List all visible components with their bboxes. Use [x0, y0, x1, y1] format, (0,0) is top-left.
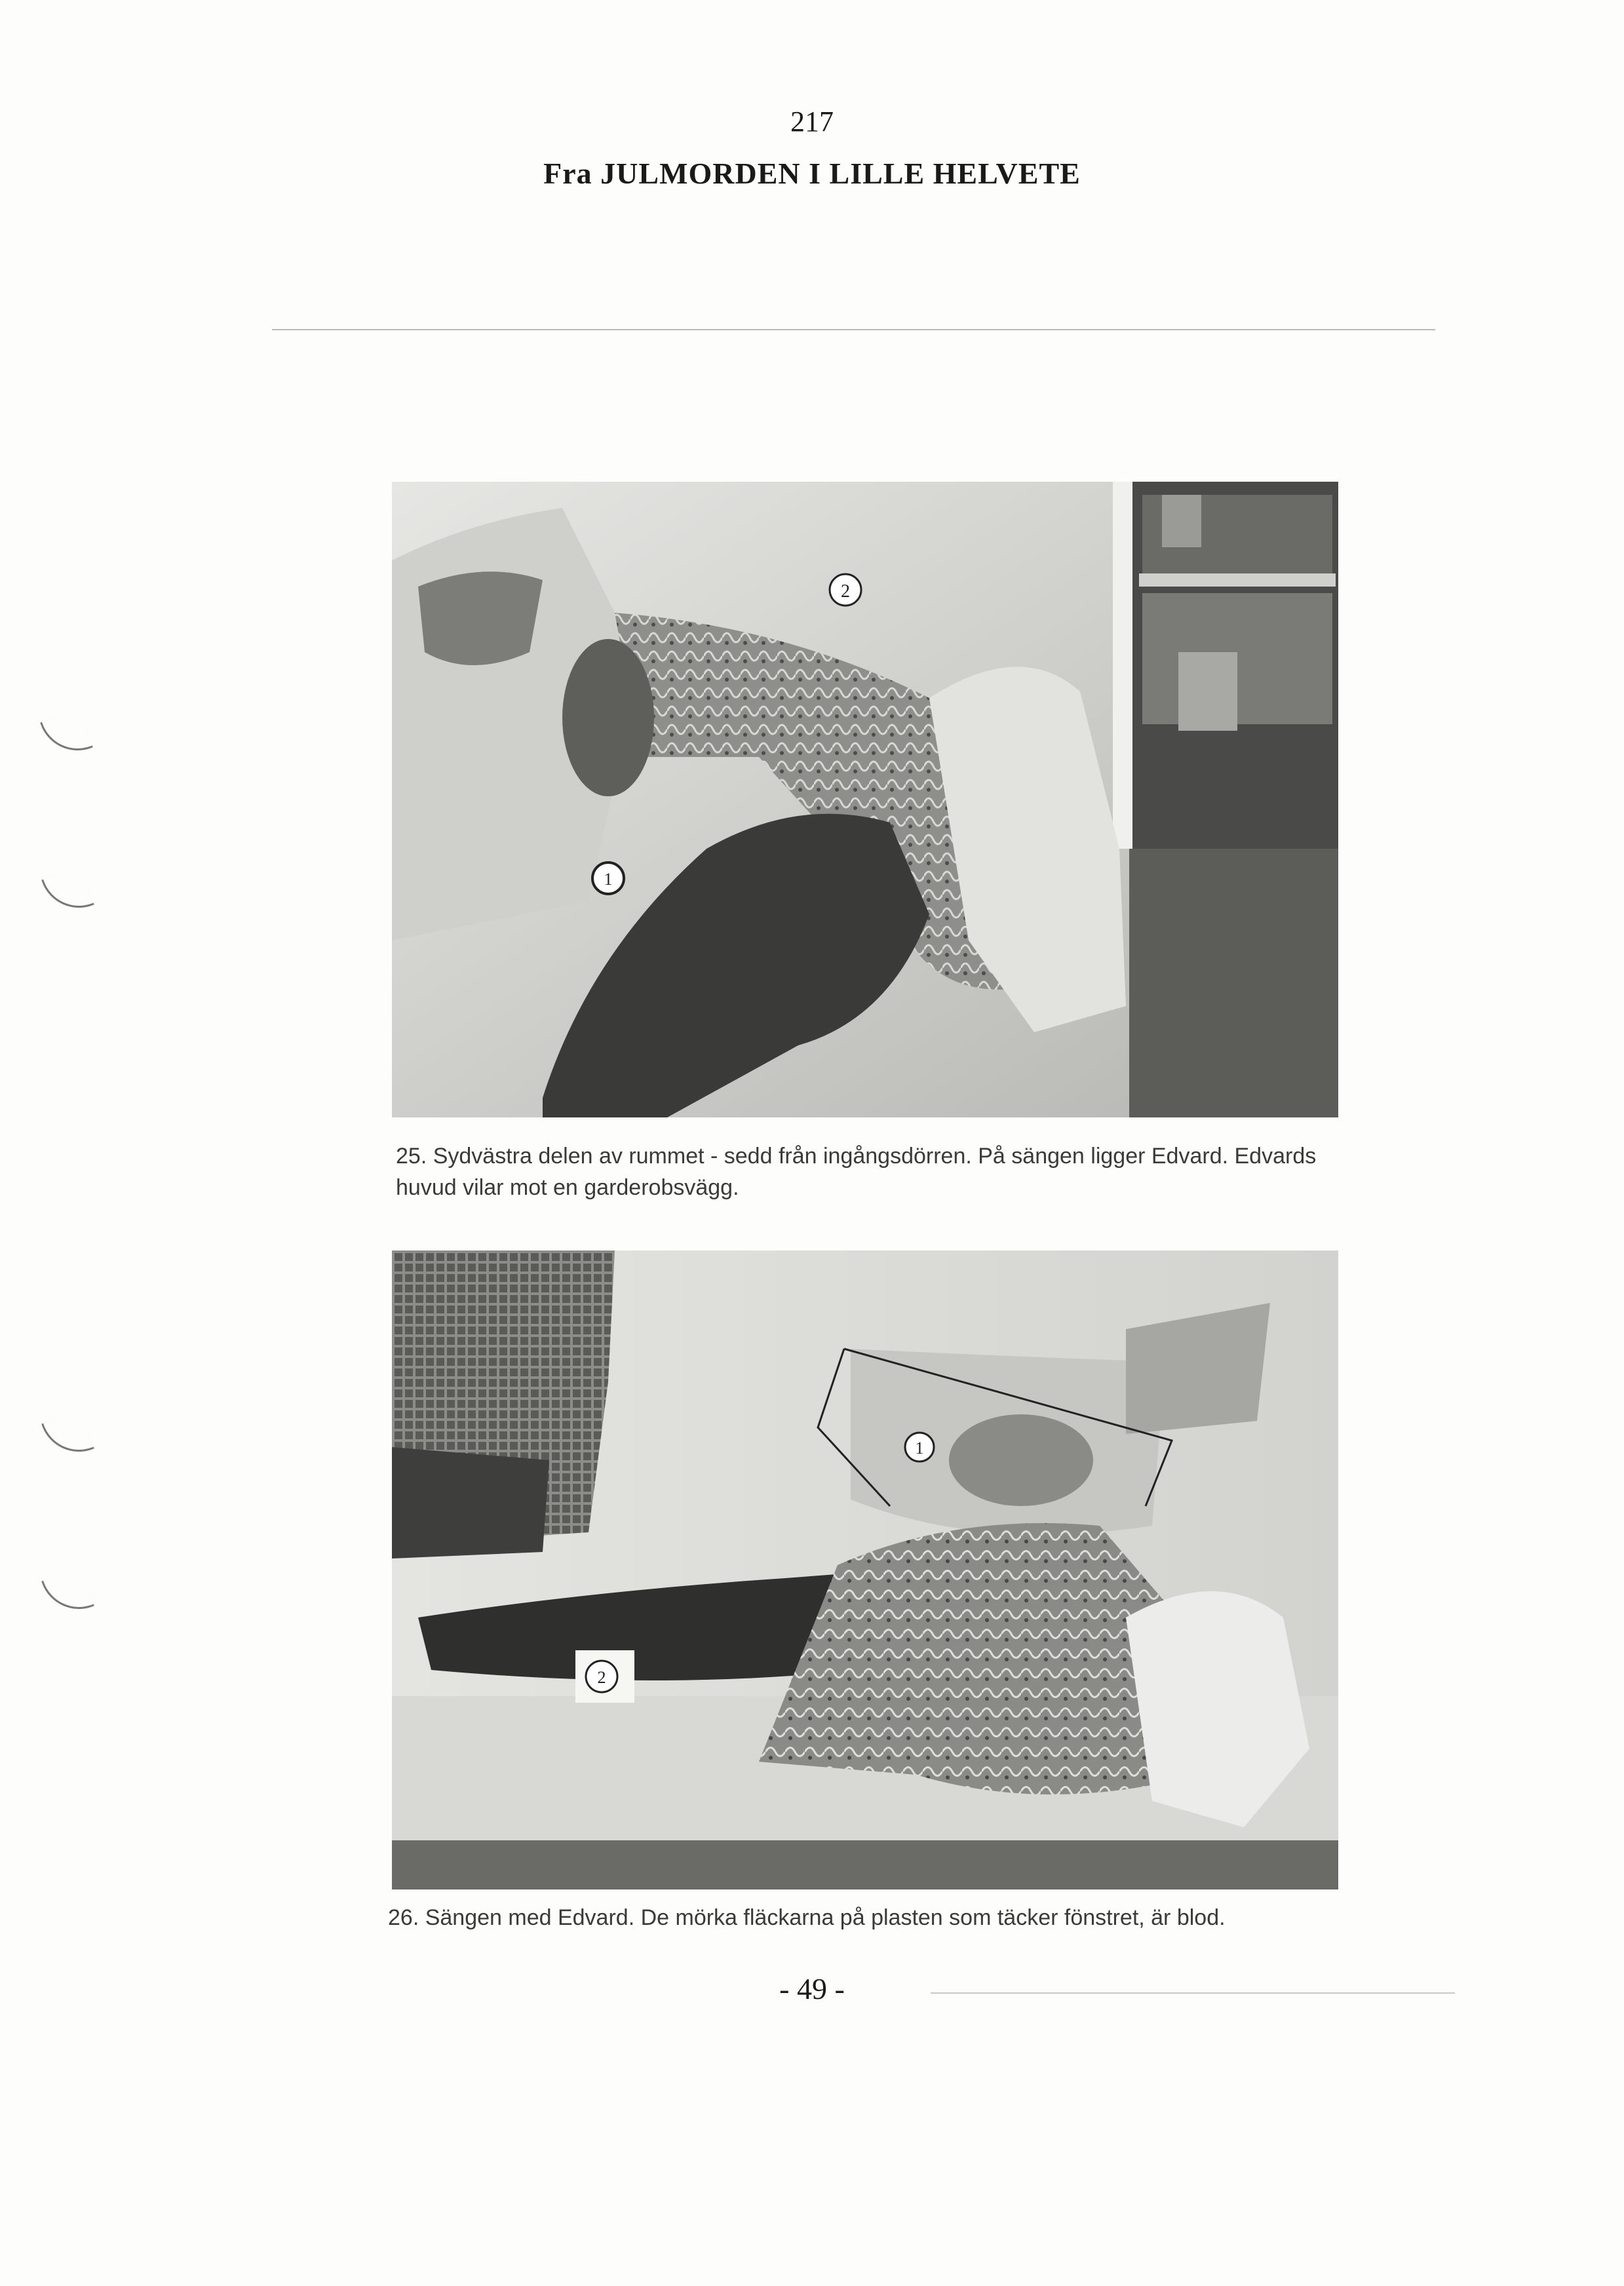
svg-text:2: 2 [841, 581, 850, 602]
photo-figure-25 [392, 482, 1338, 1117]
page-number-bottom: - 49 - [779, 1972, 845, 2005]
caption-figure-25: 25. Sydvästra delen av rummet - sedd från ingångsdörren. På sängen ligger Edvard. Edvards huvud vilar mot en garderobsvägg. [396, 1144, 1317, 1200]
svg-text:1: 1 [604, 870, 613, 889]
book-title: Fra JULMORDEN I LILLE HELVETE [543, 157, 1081, 190]
svg-text:2: 2 [597, 1668, 606, 1687]
binder-hole-mark [41, 1410, 94, 1463]
page-number-top: 217 [790, 106, 834, 138]
photo-figure-26-image [392, 1250, 1338, 1889]
binder-hole-mark [41, 1567, 94, 1620]
photo-figure-26 [392, 1250, 1338, 1889]
svg-text:1: 1 [915, 1439, 924, 1458]
photo-figure-25-image [392, 482, 1338, 1117]
binder-hole-mark [40, 708, 93, 762]
header-divider [272, 329, 1435, 330]
binder-hole-mark [41, 866, 94, 919]
caption-figure-26: 26. Sängen med Edvard. De mörka fläckarna på plasten som täcker fönstret, är blod. [388, 1905, 1226, 1930]
footer-divider [931, 1992, 1455, 1994]
